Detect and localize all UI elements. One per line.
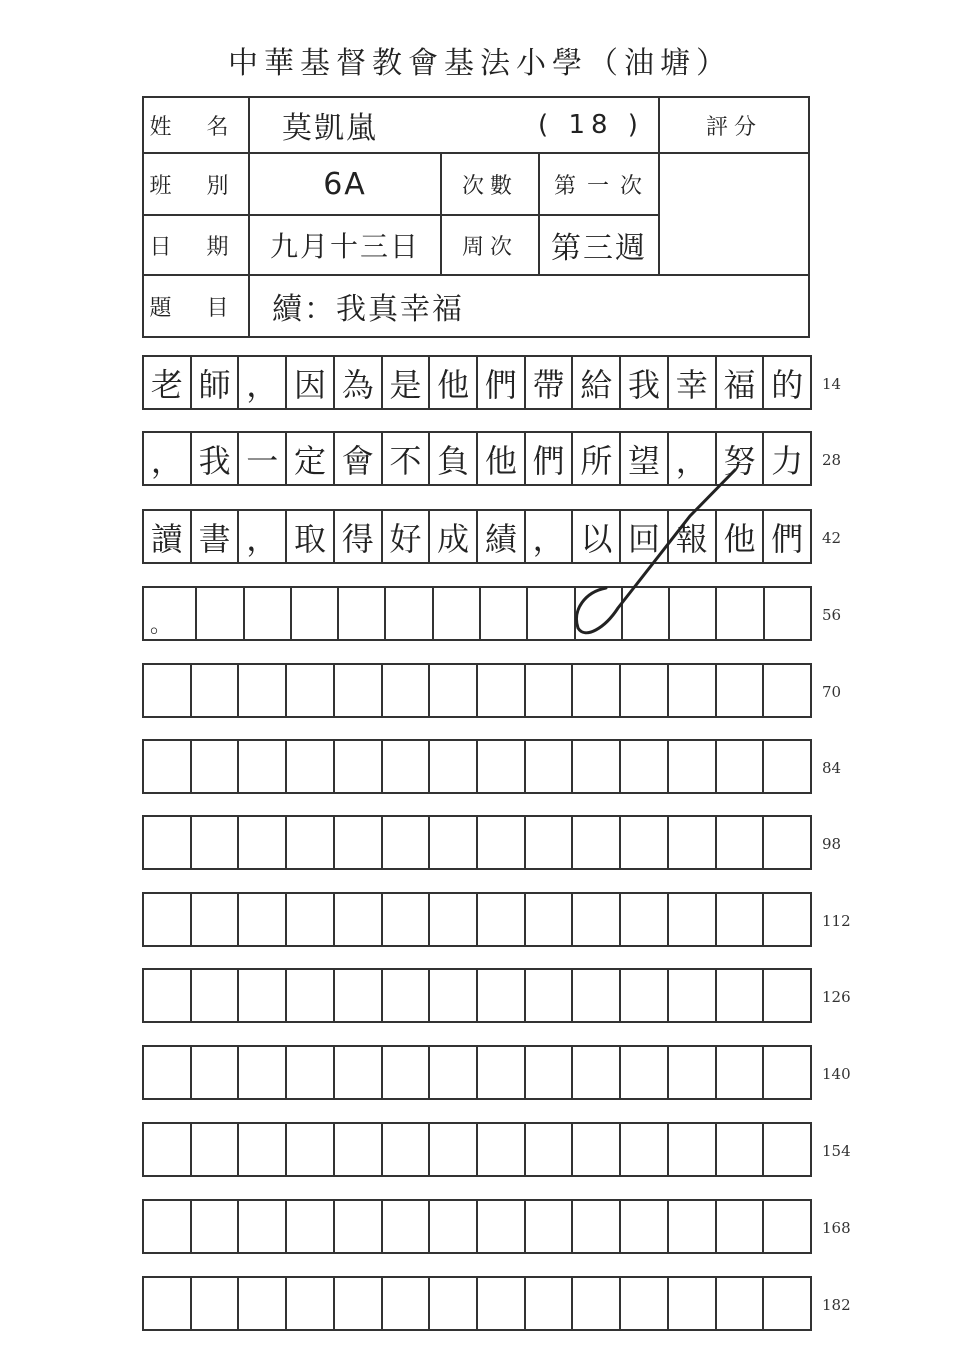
grid-row: [142, 892, 812, 947]
grid-cell: 一: [239, 433, 287, 484]
character-count: 140: [822, 1065, 851, 1083]
grid-cell: [144, 1278, 192, 1329]
topic-value: 續：我真幸福: [272, 292, 464, 327]
grid-cell: [383, 1047, 431, 1098]
grid-cell: [526, 970, 574, 1021]
grid-cell: [717, 1278, 765, 1329]
grid-cell: [717, 588, 764, 639]
school-title: 中華基督教會基法小學（油塘）: [228, 46, 732, 81]
grid-cell: [287, 665, 335, 716]
grid-cell: [287, 741, 335, 792]
grid-cell: 不: [383, 433, 431, 484]
grid-cell: [573, 741, 621, 792]
grid-cell: [144, 1047, 192, 1098]
grid-cell: [717, 817, 765, 868]
grid-cell: 取: [287, 511, 335, 562]
grid-row: [142, 1199, 812, 1254]
grid-cell: [621, 1047, 669, 1098]
grid-cell: [335, 894, 383, 945]
grid-cell: 。: [144, 588, 197, 639]
grid-cell: [287, 1124, 335, 1175]
class-value: 6A: [323, 166, 367, 202]
grid-row: [142, 431, 812, 486]
grid-cell: [430, 1201, 478, 1252]
grid-cell: [764, 665, 810, 716]
grid-cell: ，: [144, 433, 192, 484]
grid-cell: [669, 1047, 717, 1098]
grid-cell: 績: [478, 511, 526, 562]
character-count: 154: [822, 1142, 851, 1160]
grid-cell: [669, 1201, 717, 1252]
grid-cell: [335, 817, 383, 868]
grid-cell: [239, 894, 287, 945]
grid-cell: [669, 817, 717, 868]
grid-cell: 給: [573, 357, 621, 408]
grid-cell: [192, 1124, 240, 1175]
grid-cell: [144, 1124, 192, 1175]
grid-cell: [335, 1124, 383, 1175]
topic-label: 題 目: [149, 295, 243, 321]
grid-cell: [287, 1278, 335, 1329]
grid-cell: [478, 1201, 526, 1252]
grid-cell: 好: [383, 511, 431, 562]
grid-cell: [239, 1124, 287, 1175]
grid-cell: [287, 1201, 335, 1252]
grid-cell: 帶: [526, 357, 574, 408]
grid-cell: [526, 741, 574, 792]
grid-cell: [573, 817, 621, 868]
grid-cell: [669, 894, 717, 945]
grid-cell: [430, 1124, 478, 1175]
grid-cell: [383, 1124, 431, 1175]
grid-cell: 福: [717, 357, 765, 408]
grid-row: [142, 739, 812, 794]
grid-cell: 望: [621, 433, 669, 484]
character-count: 14: [822, 375, 842, 393]
grid-cell: [717, 1124, 765, 1175]
grid-row: [142, 968, 812, 1023]
grid-cell: 的: [771, 365, 804, 404]
grid-cell: 我: [192, 433, 240, 484]
student-info-table: [142, 96, 810, 338]
grid-cell: [717, 741, 765, 792]
grid-cell: [526, 1124, 574, 1175]
grid-cell: [621, 1201, 669, 1252]
grid-row: [142, 1122, 812, 1177]
grid-cell: [478, 1278, 526, 1329]
grid-cell: [383, 1278, 431, 1329]
grid-cell: [526, 817, 574, 868]
grid-cell: ，: [239, 511, 287, 562]
grid-cell: 成: [430, 511, 478, 562]
grid-cell: [573, 665, 621, 716]
grid-cell: [717, 1201, 765, 1252]
grid-cell: [478, 1124, 526, 1175]
grid-row: [142, 1276, 812, 1331]
grid-cell: [144, 665, 192, 716]
grid-cell: [717, 665, 765, 716]
grid-cell: [669, 741, 717, 792]
grid-cell: [717, 1047, 765, 1098]
grid-cell: [528, 588, 575, 639]
times-value: 第 一 次: [554, 173, 644, 199]
grid-cell: [478, 817, 526, 868]
grid-cell: 他: [430, 357, 478, 408]
grid-cell: [621, 970, 669, 1021]
week-value: 第三週: [551, 231, 647, 266]
grid-cell: [144, 970, 192, 1021]
grid-cell: [478, 970, 526, 1021]
grid-cell: 書: [192, 511, 240, 562]
grid-cell: [239, 817, 287, 868]
grid-cell: [383, 894, 431, 945]
grid-cell: [573, 1201, 621, 1252]
grid-cell: 力: [771, 441, 804, 480]
grid-cell: 因: [287, 357, 335, 408]
grid-cell: [764, 1047, 810, 1098]
grid-cell: [339, 588, 386, 639]
grid-cell: [669, 1278, 717, 1329]
grid-cell: [669, 665, 717, 716]
grid-cell: [765, 588, 810, 639]
grid-cell: [383, 741, 431, 792]
grid-cell: [383, 817, 431, 868]
score-label: 評分: [705, 114, 762, 140]
grid-cell: [573, 1124, 621, 1175]
grid-cell: 定: [287, 433, 335, 484]
grid-cell: [576, 588, 623, 639]
grid-cell: [717, 894, 765, 945]
grid-cell: [197, 588, 244, 639]
times-label: 次數: [461, 173, 518, 199]
grid-cell: [621, 665, 669, 716]
grid-cell: [478, 894, 526, 945]
grid-cell: [621, 1124, 669, 1175]
date-label: 日 期: [149, 234, 243, 260]
grid-cell: [430, 817, 478, 868]
character-count: 42: [822, 529, 842, 547]
grid-cell: 他: [478, 433, 526, 484]
grid-cell: 所: [573, 433, 621, 484]
character-count: 126: [822, 988, 851, 1006]
grid-cell: [526, 1201, 574, 1252]
grid-cell: [478, 665, 526, 716]
grid-cell: [292, 588, 339, 639]
grid-cell: 幸: [669, 357, 717, 408]
grid-cell: [335, 665, 383, 716]
grid-row: [142, 586, 812, 641]
grid-cell: [239, 665, 287, 716]
grid-cell: [383, 970, 431, 1021]
grid-cell: ，: [239, 357, 287, 408]
grid-cell: [430, 741, 478, 792]
grid-cell: [764, 741, 810, 792]
grid-cell: [478, 741, 526, 792]
grid-cell: [192, 1047, 240, 1098]
grid-cell: [670, 588, 717, 639]
class-label: 班 別: [149, 173, 243, 199]
date-value: 九月十三日: [269, 230, 420, 263]
grid-cell: [573, 1047, 621, 1098]
grid-cell: [287, 970, 335, 1021]
grid-cell: [526, 665, 574, 716]
grid-cell: [430, 894, 478, 945]
grid-cell: [192, 741, 240, 792]
grid-cell: [526, 894, 574, 945]
grid-cell: [764, 1124, 810, 1175]
grid-cell: 努: [717, 433, 765, 484]
grid-cell: [621, 1278, 669, 1329]
grid-cell: [764, 894, 810, 945]
grid-cell: [144, 741, 192, 792]
character-count: 98: [822, 835, 842, 853]
grid-row: [142, 509, 812, 564]
grid-cell: [192, 1201, 240, 1252]
week-label: 周次: [461, 234, 518, 260]
grid-cell: [335, 1278, 383, 1329]
grid-cell: [621, 817, 669, 868]
grid-cell: 讀: [144, 511, 192, 562]
grid-cell: [669, 970, 717, 1021]
grid-cell: 以: [573, 511, 621, 562]
grid-cell: [144, 894, 192, 945]
grid-cell: [386, 588, 433, 639]
grid-cell: [383, 665, 431, 716]
grid-cell: [239, 741, 287, 792]
grid-cell: [430, 665, 478, 716]
grid-cell: [764, 1278, 810, 1329]
grid-cell: [573, 970, 621, 1021]
grid-cell: [621, 741, 669, 792]
name-value: 莫凱嵐: [282, 111, 378, 146]
student-number: ( 18 ): [538, 110, 644, 140]
name-label: 姓 名: [149, 114, 243, 140]
grid-cell: [239, 970, 287, 1021]
grid-cell: [239, 1278, 287, 1329]
grid-cell: 老: [144, 357, 192, 408]
character-count: 112: [822, 912, 851, 930]
grid-cell: 我: [621, 357, 669, 408]
grid-row: [142, 815, 812, 870]
grid-cell: [669, 1124, 717, 1175]
grid-cell: [621, 894, 669, 945]
grid-cell: [717, 970, 765, 1021]
grid-cell: [287, 894, 335, 945]
grid-cell: [335, 970, 383, 1021]
grid-row: [142, 1045, 812, 1100]
grid-cell: 們: [526, 433, 574, 484]
grid-cell: [623, 588, 670, 639]
character-count: 84: [822, 759, 842, 777]
grid-cell: [144, 817, 192, 868]
grid-row: [142, 355, 812, 410]
grid-cell: [192, 894, 240, 945]
grid-cell: [573, 894, 621, 945]
grid-cell: [287, 1047, 335, 1098]
grid-cell: 得: [335, 511, 383, 562]
grid-cell: 們: [478, 357, 526, 408]
grid-cell: [478, 1047, 526, 1098]
grid-cell: [383, 1201, 431, 1252]
grid-cell: [481, 588, 528, 639]
grid-cell: ，: [526, 511, 574, 562]
grid-cell: [192, 1278, 240, 1329]
character-count: 28: [822, 451, 842, 469]
grid-cell: [764, 1201, 810, 1252]
grid-cell: [430, 1278, 478, 1329]
grid-cell: [573, 1278, 621, 1329]
grid-cell: 會: [335, 433, 383, 484]
grid-cell: [192, 817, 240, 868]
grid-cell: 是: [383, 357, 431, 408]
grid-cell: [335, 1047, 383, 1098]
grid-cell: 報: [669, 511, 717, 562]
grid-cell: ，: [669, 433, 717, 484]
grid-cell: [526, 1047, 574, 1098]
grid-cell: [764, 817, 810, 868]
grid-cell: 他: [717, 511, 765, 562]
grid-cell: [335, 1201, 383, 1252]
grid-cell: [434, 588, 481, 639]
grid-cell: [144, 1201, 192, 1252]
grid-cell: [239, 1201, 287, 1252]
grid-cell: [287, 817, 335, 868]
grid-cell: [192, 665, 240, 716]
grid-row: [142, 663, 812, 718]
grid-cell: [430, 1047, 478, 1098]
grid-cell: [764, 970, 810, 1021]
grid-cell: 回: [621, 511, 669, 562]
grid-cell: [335, 741, 383, 792]
character-count: 168: [822, 1219, 851, 1237]
grid-cell: 負: [430, 433, 478, 484]
grid-cell: [192, 970, 240, 1021]
grid-cell: [239, 1047, 287, 1098]
grid-cell: 們: [771, 519, 804, 558]
grid-cell: [245, 588, 292, 639]
grid-cell: [430, 970, 478, 1021]
character-count: 182: [822, 1296, 851, 1314]
grid-cell: 師: [192, 357, 240, 408]
character-count: 56: [822, 606, 842, 624]
grid-cell: 為: [335, 357, 383, 408]
grid-cell: [526, 1278, 574, 1329]
character-count: 70: [822, 683, 842, 701]
